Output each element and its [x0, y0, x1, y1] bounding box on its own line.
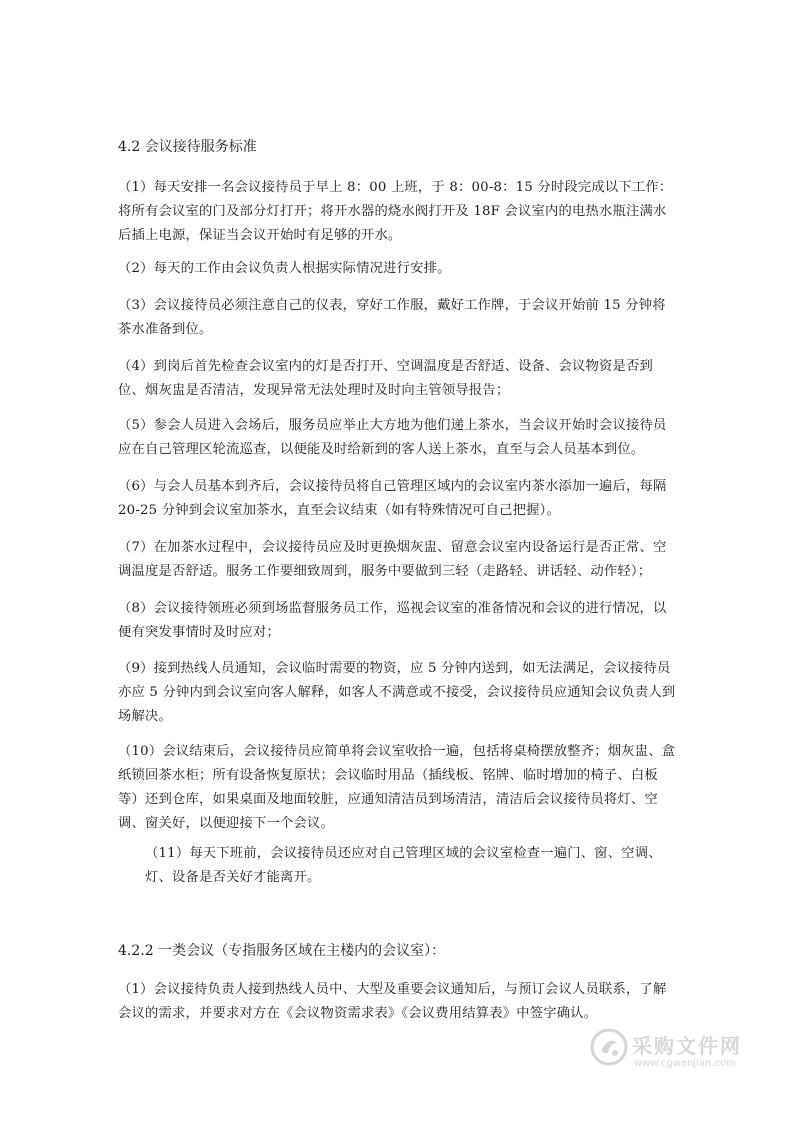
paragraph-3: （3）会议接待员必须注意自己的仪表，穿好工作服，戴好工作牌，于会议开始前 15 分钟将茶水准备到位。	[118, 298, 666, 337]
paragraph-10: （10）会议结束后，会议接待员应简单将会议室收拾一遍，包括将桌椅摆放整齐；烟灰盅、盒纸锁回茶水柜；所有设备恢复原状；会议临时用品（插线板、铭牌、临时增加的椅子、白板等）还到仓库，如果桌面及地面较脏，应通知清洁员到场清洁，清洁后会议接待员将灯、空调、窗关好，以便迎接下一个会议。	[118, 744, 676, 831]
paragraph-7: （7）在加茶水过程中，会议接待员应及时更换烟灰盅、留意会议室内设备运行是否正常、空调温度是否舒适。服务工作要细致周到，服务中要做到三轻（走路轻、讲话轻、动作轻）；	[118, 540, 667, 579]
watermark-url: www.cgwenjian.com	[634, 1058, 736, 1069]
paragraph-11: （11）每天下班前，会议接待员还应对自己管理区域的会议室检查一遍门、窗、空调、灯、设备是否关好才能离开。	[145, 846, 662, 885]
paragraph-9: （9）接到热线人员通知，会议临时需要的物资，应 5 分钟内送到，如无法满足，会议接待员亦应 5 分钟内到会议室向客人解释，如客人不满意或不接受，会议接待员应通知会议负责人到场解决。	[118, 661, 676, 724]
watermark	[590, 1024, 760, 1084]
paragraph-6: （6）与会人员基本到齐后，会议接待员将自己管理区域内的会议室内茶水添加一遍后，每隔 20-25 分钟到会议室加茶水，直至会议结束（如有特殊情况可自己把握）。	[118, 479, 667, 518]
subsection-heading: 4.2.2 一类会议（专指服务区域在主楼内的会议室）：	[118, 943, 446, 959]
paragraph-8: （8）会议接待领班必须到场监督服务员工作，巡视会议室的准备情况和会议的进行情况，以便有突发事情时及时应对；	[118, 601, 667, 640]
paragraph-4: （4）到岗后首先检查会议室内的灯是否打开、空调温度是否舒适、设备、会议物资是否到位、烟灰盅是否清洁，发现异常无法处理时及时向主管领导报告；	[118, 359, 654, 398]
cgw-logo-icon	[590, 1028, 628, 1066]
watermark-text: 采购文件网	[632, 1034, 742, 1058]
section-heading: 4.2 会议接待服务标准	[118, 139, 257, 155]
paragraph-1: （1）每天安排一名会议接待员于早上 8：00 上班，于 8：00-8：15 分时段完成以下工作：将所有会议室的门及部分灯打开；将开水器的烧水阀打开及 18F 会议室内的电热水瓶注满水后插上电源，保证当会议开始时有足够的开水。	[118, 180, 673, 243]
sub-paragraph-1: （1）会议接待负责人接到热线人员中、大型及重要会议通知后，与预订会议人员联系，了解会议的需求，并要求对方在《会议物资需求表》《会议费用结算表》中签字确认。	[118, 982, 667, 1021]
paragraph-5: （5）参会人员进入会场后，服务员应举止大方地为他们递上茶水，当会议开始时会议接待员应在自己管理区轮流巡查，以便能及时给新到的客人送上茶水，直至与会人员基本到位。	[118, 418, 667, 457]
paragraph-2: （2）每天的工作由会议负责人根据实际情况进行安排。	[118, 261, 451, 276]
